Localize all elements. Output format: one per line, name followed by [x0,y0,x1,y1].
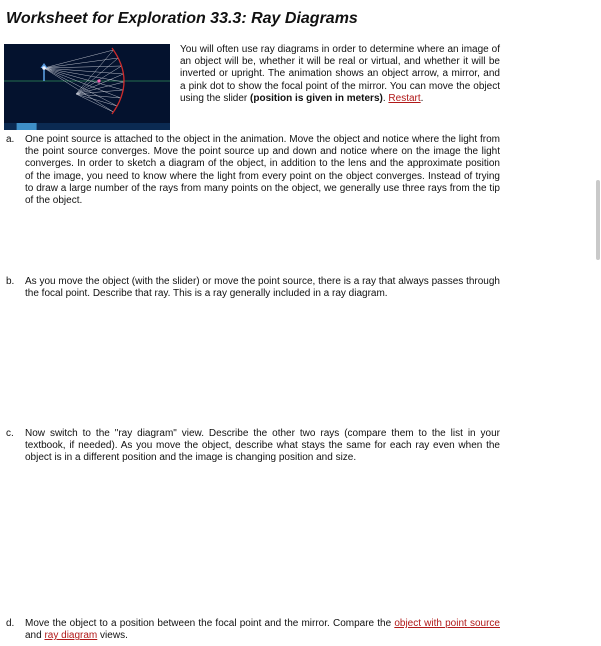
question-d-text-after: views. [97,630,128,642]
ray-diagram-animation[interactable] [4,44,170,130]
question-a [6,134,500,207]
question-c [6,428,500,465]
question-d-text-mid: and [25,630,45,642]
restart-link[interactable]: Restart [388,92,421,104]
question-d-letter: d. [6,618,15,629]
question-b-letter: b. [6,276,15,287]
question-d-text-before: Move the object to a position between the focal point and the mirror. Compare the [25,618,395,629]
intro-paragraph [180,44,500,105]
position-slider[interactable] [17,123,37,130]
object-with-point-source-link[interactable]: object with point source [394,618,500,629]
ray-diagram-link[interactable]: ray diagram [44,630,98,642]
intro-bold-note: (position is given in meters) [250,92,383,104]
question-c-letter: c. [6,428,14,439]
question-b-text: As you move the object (with the slider) or move the point source, there is a ray that always passes through the focal point. Describe that ray. This is a ray generally included in a ray diagram. [25,276,500,300]
question-c-text: Now switch to the "ray diagram" view. Describe the other two rays (compare them to the list in your textbook, if needed). As you move the object, describe what stays the same for each ray even when the object is in a different position and the image is changing position and size. [25,428,500,464]
intro-text-after: . [382,92,389,104]
intro-end: . [420,92,424,104]
scrollbar[interactable] [596,180,600,260]
question-a-letter: a. [6,134,15,145]
focal-point-dot [97,79,100,82]
point-source [42,66,46,70]
question-a-text: One point source is attached to the object in the animation. Move the object and notice where the light from the point source converges. Move the point source up and down and notice where on the image the light converges. In order to sketch a diagram of the object, in addition to the lens and the approximate position of the image, you need to know where the light from every point on the object converges. Instead of trying to draw a large number of the rays from many points on the object, we generally use three rays from the tip of the object. [25,134,500,207]
page-title: Worksheet for Exploration 33.3: Ray Diagrams [6,10,358,27]
intro-text: You will often use ray diagrams in order to determine where an image of an object will be, whether it will be real or virtual, and whether it will be inverted or upright. The animation shows an object arrow, a mirror, and a pink dot to show the focal point of the mirror. You can move the object using the slider [180,44,500,104]
question-d-text [25,618,500,642]
question-d [6,618,500,642]
question-b [6,276,500,300]
